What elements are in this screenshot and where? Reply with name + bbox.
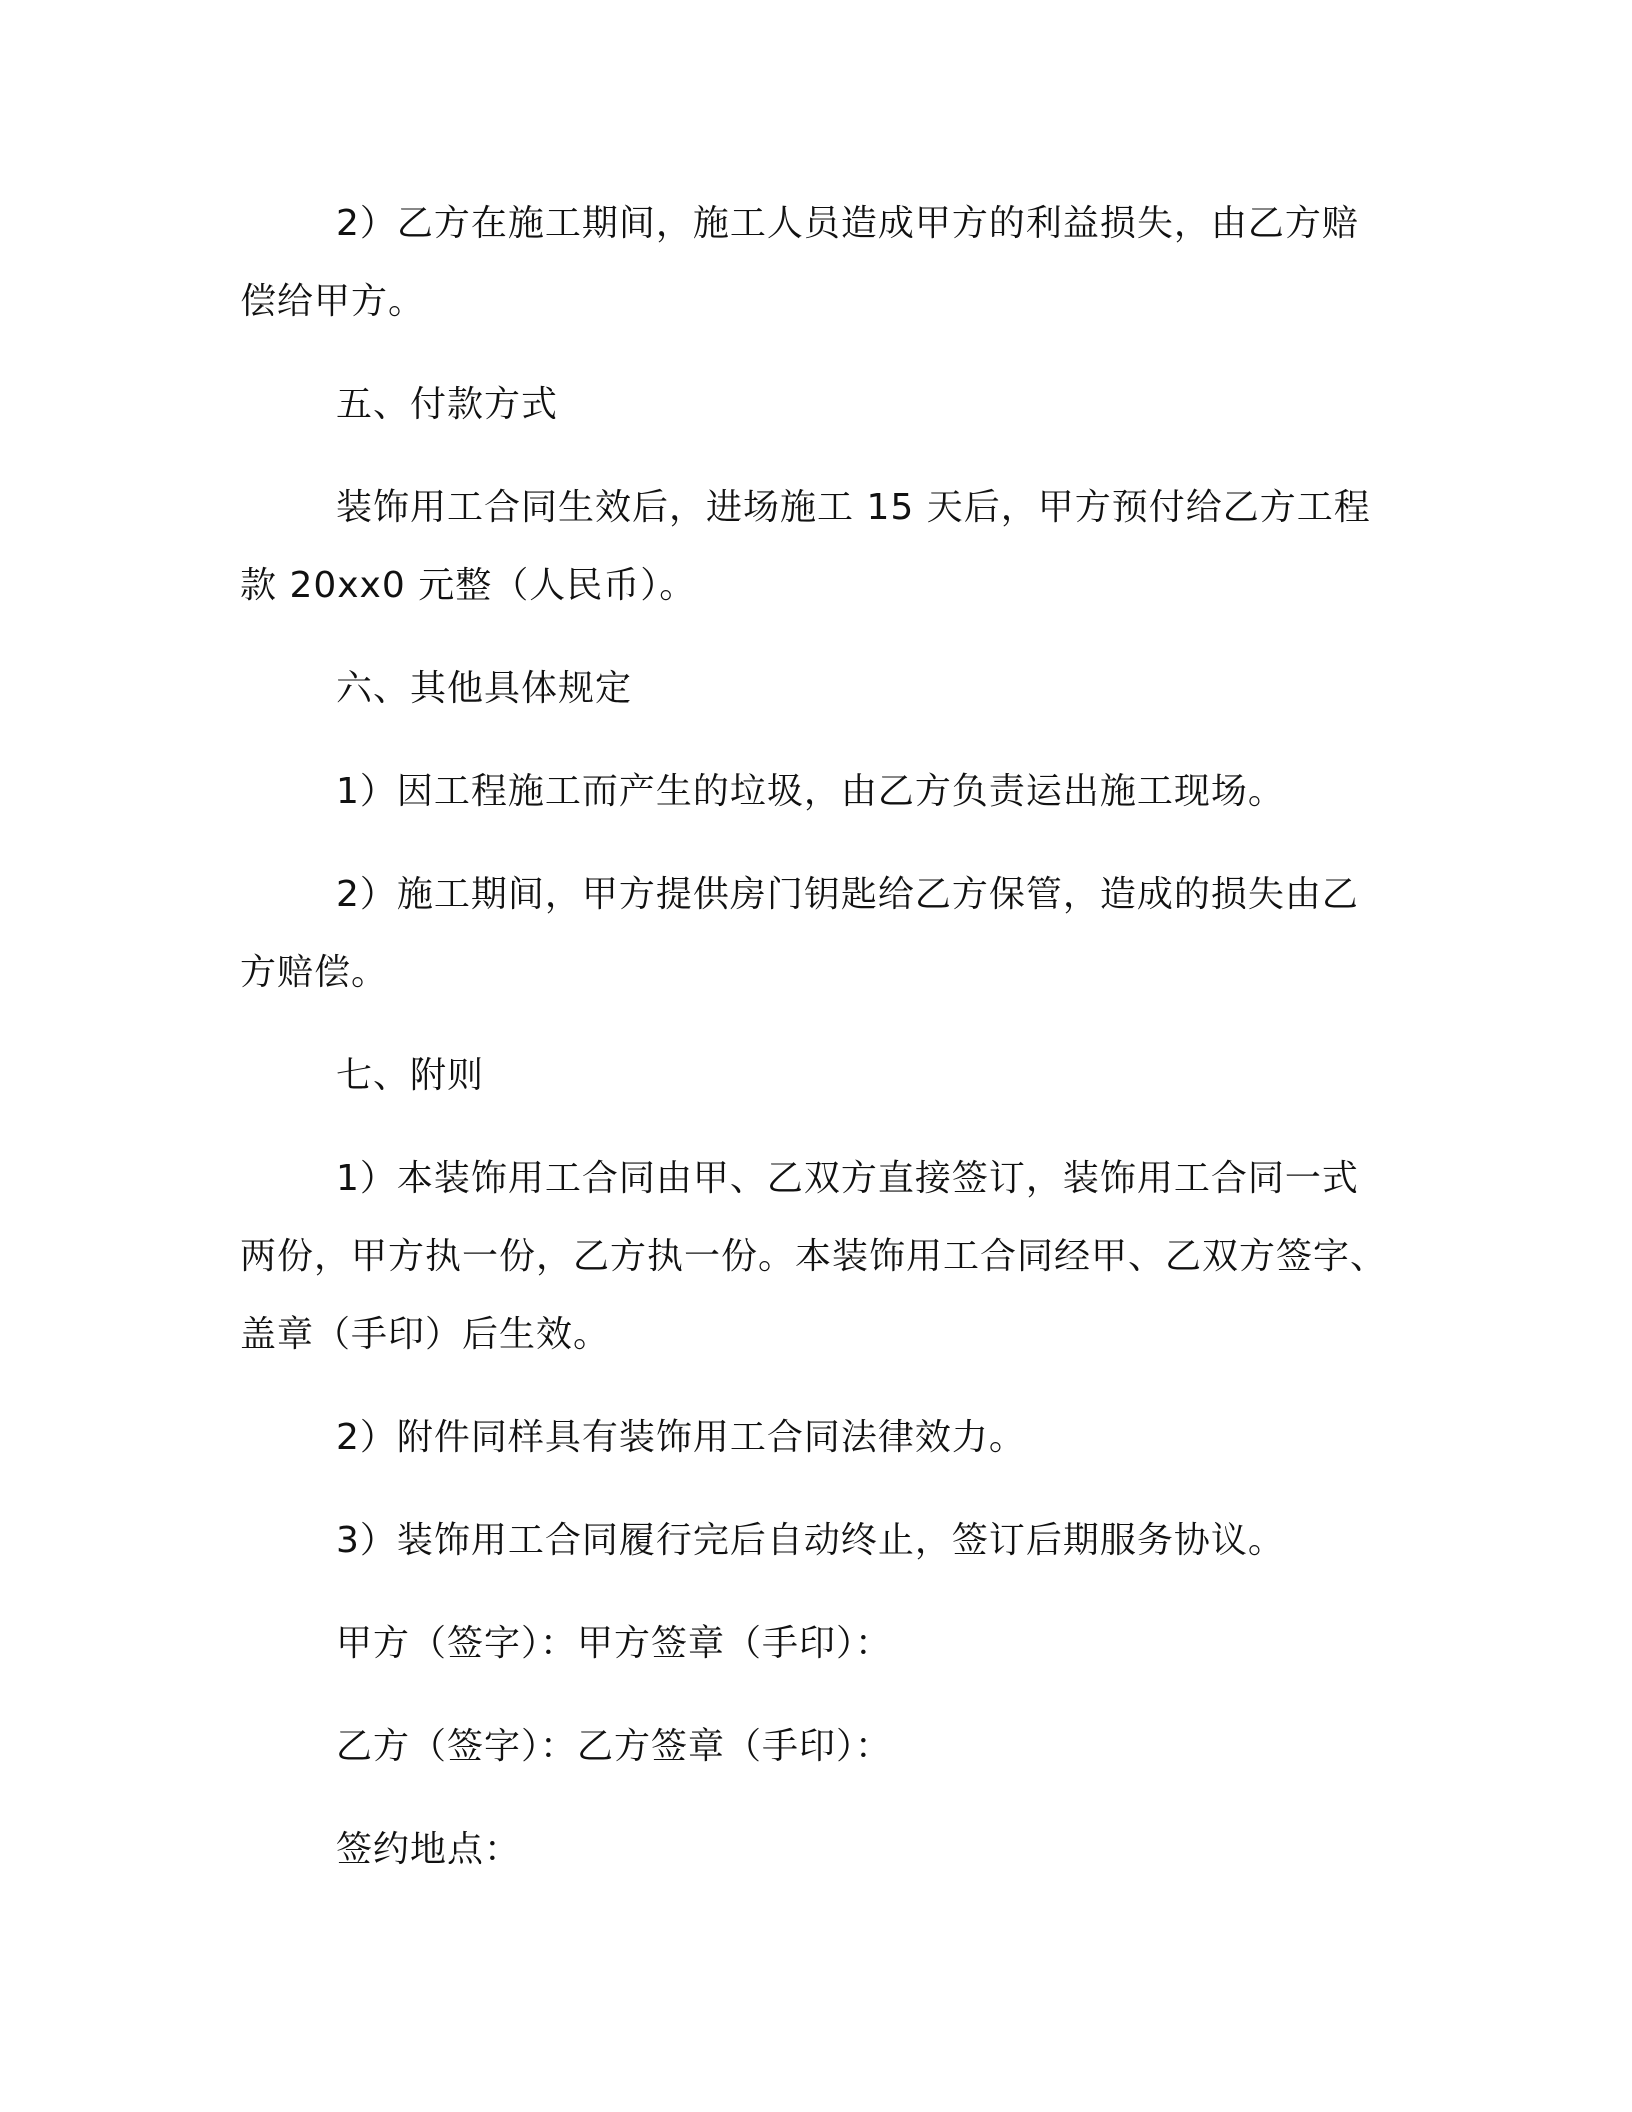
- signature-line: 乙方（签字）：乙方签章（手印）：: [336, 1726, 893, 1767]
- section-heading: 七、附则: [336, 1055, 485, 1096]
- paragraph-keys: [240, 856, 1400, 1012]
- text-line: 方赔偿。: [240, 952, 389, 993]
- paragraph-compensation-2: [240, 185, 1400, 341]
- text-line: 装饰用工合同生效后，进场施工 15 天后，甲方预付给乙方工程: [336, 487, 1371, 528]
- heading-other-provisions: [240, 650, 1400, 728]
- signature-party-a: [240, 1605, 1400, 1683]
- paragraph-garbage: [240, 753, 1400, 831]
- heading-supplementary: [240, 1037, 1400, 1115]
- section-heading: 六、其他具体规定: [336, 668, 633, 709]
- text-line: 偿给甲方。: [240, 281, 426, 322]
- text-line: 3）装饰用工合同履行完后自动终止，签订后期服务协议。: [336, 1520, 1285, 1561]
- text-line: 2）乙方在施工期间，施工人员造成甲方的利益损失，由乙方赔: [336, 203, 1359, 244]
- signing-location-label: 签约地点：: [336, 1829, 522, 1870]
- text-line: 1）因工程施工而产生的垃圾，由乙方负责运出施工现场。: [336, 771, 1285, 812]
- signature-line: 甲方（签字）：甲方签章（手印）：: [336, 1623, 893, 1664]
- text-line: 1）本装饰用工合同由甲、乙双方直接签订，装饰用工合同一式: [336, 1158, 1359, 1199]
- text-line: 两份，甲方执一份，乙方执一份。本装饰用工合同经甲、乙双方签字、: [240, 1236, 1388, 1277]
- text-line: 盖章（手印）后生效。: [240, 1314, 611, 1355]
- paragraph-termination: [240, 1502, 1400, 1580]
- section-heading: 五、付款方式: [336, 384, 559, 425]
- heading-payment-method: [240, 366, 1400, 444]
- signature-party-b: [240, 1708, 1400, 1786]
- text-line: 款 20xx0 元整（人民币）。: [240, 565, 697, 606]
- paragraph-attachments: [240, 1399, 1400, 1477]
- signing-location: [240, 1811, 1400, 1889]
- text-line: 2）附件同样具有装饰用工合同法律效力。: [336, 1417, 1026, 1458]
- paragraph-signing: [240, 1140, 1400, 1374]
- paragraph-payment: [240, 469, 1400, 625]
- text-line: 2）施工期间，甲方提供房门钥匙给乙方保管，造成的损失由乙: [336, 874, 1359, 915]
